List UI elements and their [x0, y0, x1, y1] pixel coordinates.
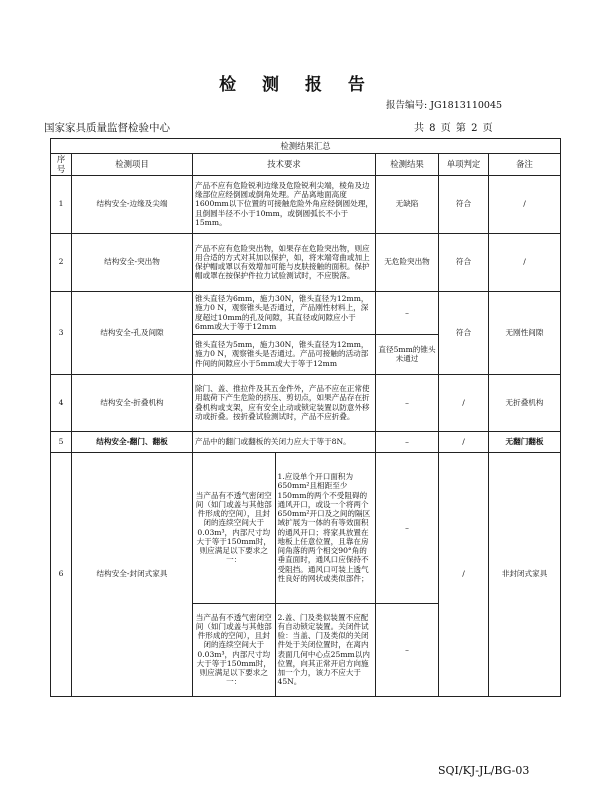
row-no: 5 [51, 431, 72, 452]
row-judgment: 符合 [439, 175, 489, 233]
row-no: 6 [51, 452, 72, 696]
header-no: 序号 [51, 154, 72, 176]
row-item: 结构安全-封闭式家具 [72, 452, 193, 696]
row-item: 结构安全-翻门、翻板 [72, 431, 193, 452]
table-caption: 检测结果汇总 [51, 139, 561, 154]
page-title: 检 测 报 告 [219, 75, 375, 95]
header-result: 检测结果 [376, 154, 439, 176]
results-table [50, 138, 561, 697]
row-judgment: / [439, 452, 489, 696]
footer-code: SQI/KJ-JL/BG-03 [438, 764, 530, 777]
table-row [51, 175, 561, 233]
row-result: – [376, 431, 439, 452]
row-no: 4 [51, 374, 72, 431]
row-remark: 无折叠机构 [489, 374, 561, 431]
row-requirement: 产品不应有危险突出物，如果存在危险突出物，则应用合适的方式对其加以保护，如，将末端弯曲或加上保护帽或罩以有效增加可能与皮肤接触的面积。保护帽或罩在按保护件拉力试验测试时，不应脱落。 [193, 233, 376, 291]
row-judgment: / [439, 374, 489, 431]
row-remark: 非封闭式家具 [489, 452, 561, 696]
row-result: – [376, 291, 439, 334]
row-remark: / [489, 175, 561, 233]
row-requirement: 锥头直径为5mm，施力30N，锥头直径为12mm，施力0 N，观察锥头是否通过。产品可接触的活动部件间的间隙应小于5mm或大于等于12mm [193, 334, 376, 374]
table-row [51, 452, 561, 603]
row-result: 无危险突出物 [376, 233, 439, 291]
table-row [51, 233, 561, 291]
row-result: 无缺陷 [376, 175, 439, 233]
row-item: 结构安全-突出物 [72, 233, 193, 291]
row-item: 结构安全-边缘及尖端 [72, 175, 193, 233]
enclosure-condition-1: 当产品有不透气密闭空间（如门或盖与其他部件形成的空间），且封闭的连续空间大于0.03m³，内部尺寸均大于等于150mm时，则应满足以下要求之一： [193, 453, 275, 603]
row-result: – [376, 374, 439, 431]
header-judgment: 单项判定 [439, 154, 489, 176]
row-requirement: 除门、盖、推拉件及其五金件外，产品不应在正常使用载荷下产生危险的挤压、剪切点，如果产品存在折叠机构或支架，应有安全止动或锁定装置以防意外移动或折叠。按折叠试验测试时，产品不应折叠。 [193, 374, 376, 431]
row-judgment: 符合 [439, 233, 489, 291]
row-result: – [376, 452, 439, 603]
row-remark: 无翻门翻板 [489, 431, 561, 452]
row-result: 直径5mm的锥头未通过 [376, 334, 439, 374]
enclosure-requirement-2: 2.盖、门及类似装置不应配有自动锁定装置。关闭件试验：当盖、门及类似的关闭件处于关闭位置时，在离内表面几何中心点25mm以内位置，向其正常开启方向施加一个力，该力不应大于45N。 [277, 612, 370, 687]
row-requirement: 锥头直径为6mm，施力30N，锥头直径为12mm，施力0 N，观察锥头是否通过，产品刚性材料上，深度超过10mm的孔及间隙，其直径或间隙应小于6mm或大于等于12mm [193, 291, 376, 334]
row-judgment: / [439, 431, 489, 452]
row-requirement: 产品不应有危险锐利边缘及危险锐利尖端，棱角及边缘部位应经倒圆或倒角处理。产品离地面高度1600mm以下位置的可接触危险外角应经倒圆处理，且倒圆半径不小于10mm，或倒圆弧长不小于15mm。 [193, 175, 376, 233]
enclosure-requirement-1: 1.应设单个开口面积为650mm²且相距至少150mm的两个不受阻碍的通风开口，或设一个将两个650mm²开口及之间的隔区域扩展为一体的有等效面积的通风开口；将家具放置在地板上任意位置，且靠在房间角落的两个相交90°角的垂直面时，通风口应保持不受阻挡。通风口可装上透气性良好的网状或类似部件； [277, 472, 371, 583]
row-item: 结构安全-折叠机构 [72, 374, 193, 431]
row-item: 结构安全-孔及间隙 [72, 291, 193, 374]
row-no: 2 [51, 233, 72, 291]
row-no: 1 [51, 175, 72, 233]
enclosure-condition-2: 当产品有不透气密闭空间（如门或盖与其他部件形成的空间），且封闭的连续空间大于0.03m³，内部尺寸均大于等于150mm时，则应满足以下要求之一： [193, 604, 275, 696]
row-result: – [376, 603, 439, 696]
header-item: 检测项目 [72, 154, 193, 176]
organization-name: 国家家具质量监督检验中心 [44, 122, 170, 134]
row-remark: / [489, 233, 561, 291]
row-requirement: 产品中的翻门或翻板的关闭力应大于等于8N。 [193, 431, 376, 452]
row-remark: 无刚性间隙 [489, 291, 561, 374]
report-number: 报告编号: JG1813110045 [386, 100, 503, 111]
header-remark: 备注 [489, 154, 561, 176]
row-no: 3 [51, 291, 72, 374]
table-row [51, 291, 561, 334]
page-info: 共 8 页 第 2 页 [414, 123, 494, 134]
row-judgment: 符合 [439, 291, 489, 374]
table-row [51, 374, 561, 431]
header-requirement: 技术要求 [193, 154, 376, 176]
table-row [51, 431, 561, 452]
table-header-row [51, 154, 561, 176]
